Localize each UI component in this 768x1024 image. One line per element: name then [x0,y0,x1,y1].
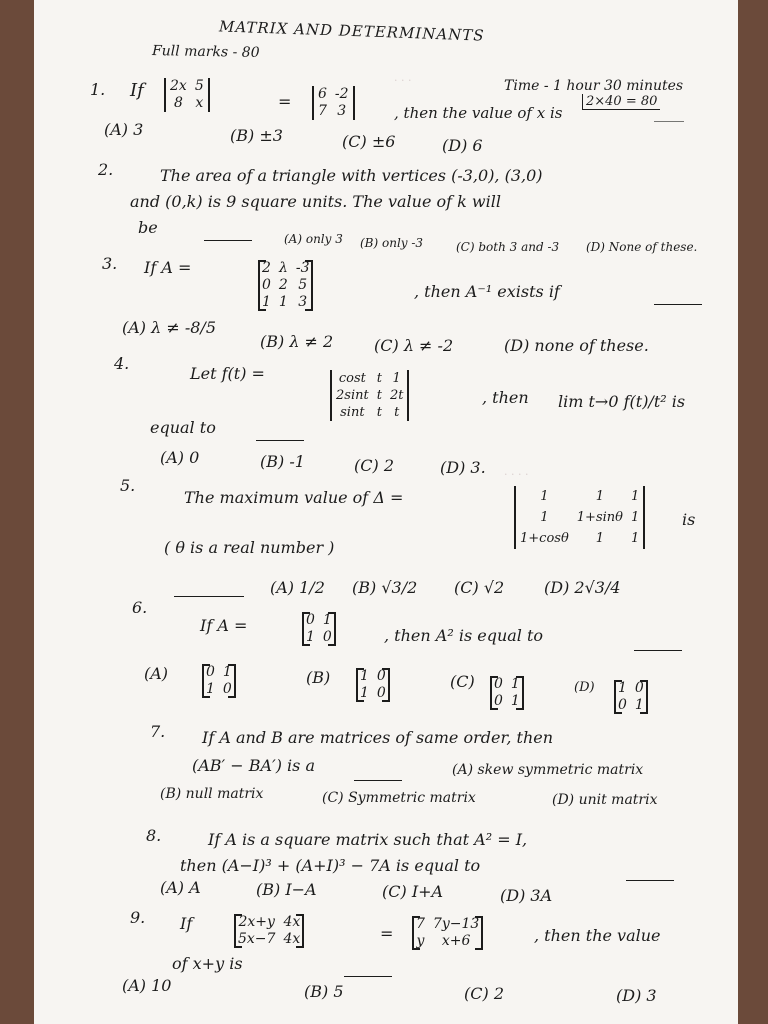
option-b: (B) -1 [260,452,305,471]
cell: 3 [337,103,347,119]
cell: 1 [262,294,271,310]
option-a: (A) 1/2 [270,578,325,597]
cell: -2 [334,86,349,102]
cell: 0 [618,697,627,713]
question-eq: equal to [150,418,216,437]
question-lead: If [180,914,193,933]
cell: t [394,405,400,420]
cell: 5x−7 [238,931,276,947]
option-c-matrix [490,676,524,710]
answer-blank [354,770,402,781]
cell: 0 [206,664,215,680]
question-number: 3. [102,254,118,273]
question-text: If [130,80,144,101]
cell: 1 [618,680,627,696]
option-b: (B) ±3 [230,126,283,145]
option-a: (A) only 3 [284,232,343,246]
cell: 0 [494,676,503,692]
question-tail: , then A² is equal to [384,626,544,645]
cell: 1 [630,489,640,504]
option-b-matrix [356,668,390,702]
cell: 1 [206,681,215,697]
option-d: (D) unit matrix [552,792,658,808]
question-number: 2. [98,160,114,179]
question-line-2: and (0,k) is 9 square units. The value of k will [130,192,501,211]
option-b: (B) I−A [256,880,317,899]
cell: 1 [634,697,644,713]
limit-expression: lim t→0 f(t)/t² is [558,392,686,411]
cell: 8 [173,95,183,111]
question-is: is [682,510,696,529]
option-c-label: (C) [450,672,475,691]
matrix-a [302,612,336,646]
option-d: (D) none of these. [504,336,649,355]
cell: -3 [295,260,310,276]
option-b: (B) null matrix [160,786,264,802]
cell: 1 [222,664,232,680]
option-a-matrix [202,664,236,698]
question-lead: The maximum value of Δ = [184,488,404,507]
question-number: 9. [130,908,146,927]
cell: 1 [630,510,640,525]
option-a: (A) skew symmetric matrix [452,762,644,778]
cell: cost [338,371,366,386]
option-b-label: (B) [306,668,331,687]
option-d: (D) 6 [442,136,483,155]
cell: 1 [540,489,549,504]
answer-blank: ____ [654,104,684,122]
cell: 5 [298,277,308,293]
option-d-label: (D) [574,680,595,695]
answer-blank [634,640,682,651]
cell: sint [340,405,365,420]
determinant-delta [514,486,645,549]
option-d-matrix [614,680,648,714]
cell: y [416,933,425,949]
option-c: (C) √2 [454,578,505,597]
question-number: 6. [132,598,148,617]
equals-sign: = [278,92,292,111]
cell: 1 [595,489,605,504]
question-number: 4. [114,354,130,373]
time-limit: Time - 1 hour 30 minutes [504,78,684,94]
option-c: (C) Symmetric matrix [322,790,476,806]
cell: 0 [262,277,271,293]
cell: 1 [510,693,520,709]
question-number: 8. [146,826,162,845]
question-number: 5. [120,476,136,495]
cell: 6 [318,86,327,102]
option-c: (C) λ ≠ -2 [374,336,454,355]
cell: 1 [392,371,401,386]
answer-blank [654,294,702,305]
answer-blank [174,586,244,597]
cell: 7 [318,103,327,119]
cell: 1+sinθ [576,510,623,525]
option-a: (A) 3 [104,120,144,139]
option-c: (C) 2 [354,456,394,475]
answer-blank [626,870,674,881]
matrix-a [258,260,313,311]
determinant-left [164,78,210,112]
worksheet-page: · · · · · · · MATRIX AND DETERMINANTS Full marks - 80 Time - 1 hour 30 minutes 2×40 = 80 1. If 2x 5 8 x = 6 -2 7 3 , then the value of x is ____ (A) 3 (B) ±3 (C) ±6 (D) 6 2. The area of a triangle with vertices (-3,0), (3,0) and (0,k) is 9 square units. The value of k will be (A) only 3 (B) only -3 (C) both 3 and -3 (D) None of these. 3. If A = 2 λ -3 0 2 5 1 1 3 , then A⁻¹ exists if (A) λ ≠ -8/5 (B) λ ≠ 2 (C) λ ≠ -2 (D) none of these. 4. Let f(t) = cost t 1 2sint t 2t sint t t , then lim t→0 f(t)/t² is equal to (A) 0 (B) -1 (C) 2 (D) 3. 5. The maximum value of Δ = 1 1 1 1 1+sinθ 1 1+cosθ 1 1 is ( θ is a real number ) (A) 1/2 (B) √3/2 (C) √2 (D) 2√3/4 6. If A = 0 1 1 0 , then A² is equal to (A) 0 1 1 0 (B) 1 0 1 0 (C) 0 1 0 1 (D) 1 0 0 1 7. If A and B are matrices of same order, then (AB′ − BA′) is a (A) skew symmetric matrix (B) null matrix (C) Symmetric matrix (D) unit matrix 8. If A is a square matrix such that A² = I, then (A−I)³ + (A+I)³ − 7A is equal to (A) A (B) I−A (C) I+A (D) 3A 9. If 2x+y 4x 5x−7 4x = 7 7y−13 y x+6 , then the value of x+y is (A) 10 (B) 5 (C) 2 (D) 3 [34,0,738,1024]
cell: 1 [595,531,605,546]
option-c: (C) ±6 [342,132,396,151]
cell: 2t [389,388,404,403]
cell: 3 [298,294,308,310]
cell: 2 [278,277,288,293]
cell: 7y−13 [432,916,480,932]
cell: 1 [360,685,369,701]
question-number: 1. [90,80,106,99]
cell: 1 [322,612,332,628]
option-c: (C) both 3 and -3 [456,240,560,254]
matrix-left [234,914,304,948]
question-tail: , then A⁻¹ exists if [414,282,560,301]
determinant-f [330,370,409,421]
cell: 2sint [336,388,369,403]
option-d: (D) 3. [440,458,486,477]
marks-calculation: 2×40 = 80 [582,94,660,110]
option-a: (A) 10 [122,976,172,995]
cell: x+6 [441,933,471,949]
cell: 5 [194,78,204,94]
question-line-1: If A is a square matrix such that A² = I, [208,830,528,849]
question-line-2: ( θ is a real number ) [164,538,335,557]
cell: 0 [376,685,386,701]
cell: 1 [510,676,520,692]
answer-blank [256,430,304,441]
option-d: (D) 2√3/4 [544,578,621,597]
question-line-2: of x+y is [172,954,243,973]
answer-blank [204,230,252,241]
option-d: (D) 3A [500,886,553,905]
option-b: (B) λ ≠ 2 [260,332,334,351]
cell: 0 [494,693,503,709]
equals-sign: = [380,924,394,943]
option-a-label: (A) [144,664,169,683]
question-line-2: then (A−I)³ + (A+I)³ − 7A is equal to [180,856,481,875]
answer-blank [344,966,392,977]
option-b: (B) 5 [304,982,344,1001]
cell: x [195,95,204,111]
cell: 1+cosθ [520,531,569,546]
option-b: (B) √3/2 [352,578,418,597]
cell: λ [278,260,288,276]
full-marks: Full marks - 80 [151,43,260,61]
option-a: (A) 0 [160,448,200,467]
question-line-1: The area of a triangle with vertices (-3,0), (3,0) [160,166,543,185]
option-b: (B) only -3 [360,236,424,250]
cell: t [376,405,382,420]
cell: t [376,371,382,386]
question-number: 7. [150,722,166,741]
question-lead: Let f(t) = [190,364,265,383]
cell: 2 [262,260,271,276]
question-tail: , then the value [534,926,661,945]
question-line-3: be [138,218,158,237]
question-lead: If A = [200,616,248,635]
cell: 7 [416,916,425,932]
cell: 1 [278,294,288,310]
cell: 1 [360,668,369,684]
cell: t [376,388,382,403]
option-c: (C) 2 [464,984,504,1003]
cell: 1 [630,531,640,546]
question-tail: , then [482,388,529,407]
determinant-right [312,86,355,120]
option-c: (C) I+A [382,882,444,901]
cell: 0 [222,681,232,697]
cell: 1 [540,510,549,525]
option-d: (D) None of these. [586,240,698,254]
cell: 0 [306,612,315,628]
page-title: MATRIX AND DETERMINANTS [218,17,485,45]
cell: 4x [283,914,301,930]
cell: 4x [283,931,301,947]
option-a: (A) λ ≠ -8/5 [122,318,216,337]
cell: 2x [170,78,187,94]
option-d: (D) 3 [616,986,657,1005]
matrix-right [412,916,483,950]
cell: 2x+y [238,914,275,930]
cell: 0 [322,629,332,645]
question-lead: If A = [144,258,192,277]
cell: 0 [376,668,386,684]
option-a: (A) A [160,878,201,897]
cell: 0 [634,680,644,696]
question-line-1: If A and B are matrices of same order, then [202,728,554,747]
question-line-2: (AB′ − BA′) is a [192,756,315,775]
question-text-tail: , then the value of x is [394,104,563,122]
cell: 1 [306,629,315,645]
